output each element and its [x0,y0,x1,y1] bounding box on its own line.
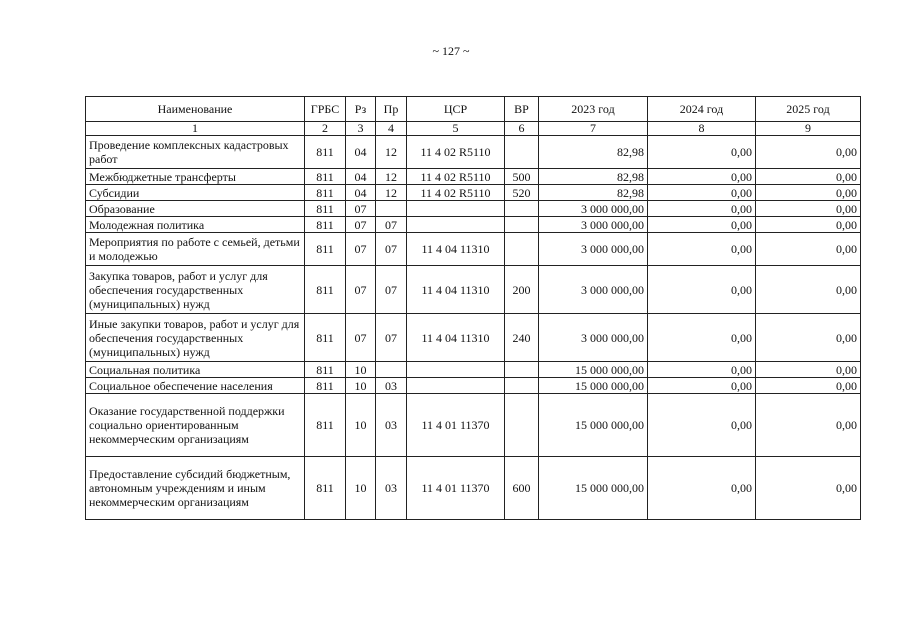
row-grbs-cell: 811 [305,314,346,362]
table-row [86,314,861,362]
row-2023-cell: 15 000 000,00 [539,362,648,378]
row-pr-cell: 07 [376,233,407,266]
row-csr-cell [407,362,505,378]
row-pr-cell: 07 [376,314,407,362]
row-rz-cell: 07 [346,217,376,233]
row-2025-cell: 0,00 [756,362,861,378]
row-2024-cell: 0,00 [648,201,756,217]
row-2023-cell: 82,98 [539,185,648,201]
row-2024-cell: 0,00 [648,185,756,201]
page-number: ~ 127 ~ [432,44,470,58]
budget-table [85,96,861,520]
row-grbs-cell: 811 [305,201,346,217]
table-row [86,378,861,394]
row-name-cell: Образование [86,201,305,217]
column-number: 2 [305,122,346,136]
header-2025: 2025 год [756,97,861,122]
table-row [86,201,861,217]
row-rz-cell: 10 [346,457,376,520]
row-2024-cell: 0,00 [648,217,756,233]
row-2023-cell: 15 000 000,00 [539,378,648,394]
column-number: 8 [648,122,756,136]
header-2023: 2023 год [539,97,648,122]
row-name-cell: Социальное обеспечение населения [86,378,305,394]
table-row [86,136,861,169]
row-grbs-cell: 811 [305,266,346,314]
row-name-cell: Иные закупки товаров, работ и услуг для обеспечения государственных (муниципальных) нужд [86,314,305,362]
header-rz: Рз [346,97,376,122]
row-vr-cell: 520 [505,185,539,201]
row-rz-cell: 07 [346,201,376,217]
table-row [86,233,861,266]
row-rz-cell: 04 [346,169,376,185]
header-csr: ЦСР [407,97,505,122]
row-pr-cell [376,201,407,217]
row-2024-cell: 0,00 [648,378,756,394]
row-2024-cell: 0,00 [648,233,756,266]
header-grbs: ГРБС [305,97,346,122]
row-name-cell: Оказание государственной поддержки социально ориентированным некоммерческим организациям [86,394,305,457]
row-rz-cell: 07 [346,233,376,266]
row-rz-cell: 04 [346,136,376,169]
table-row [86,457,861,520]
row-2023-cell: 3 000 000,00 [539,266,648,314]
row-vr-cell: 500 [505,169,539,185]
row-name-cell: Закупка товаров, работ и услуг для обеспечения государственных (муниципальных) нужд [86,266,305,314]
row-2023-cell: 3 000 000,00 [539,314,648,362]
table-row [86,185,861,201]
column-number: 7 [539,122,648,136]
column-number: 5 [407,122,505,136]
table-row [86,362,861,378]
row-pr-cell: 03 [376,457,407,520]
row-csr-cell: 11 4 02 R5110 [407,185,505,201]
column-number: 9 [756,122,861,136]
row-2024-cell: 0,00 [648,169,756,185]
row-2025-cell: 0,00 [756,378,861,394]
row-2023-cell: 3 000 000,00 [539,217,648,233]
header-name: Наименование [86,97,305,122]
row-grbs-cell: 811 [305,169,346,185]
row-rz-cell: 10 [346,378,376,394]
row-csr-cell: 11 4 01 11370 [407,457,505,520]
row-vr-cell [505,233,539,266]
row-2024-cell: 0,00 [648,457,756,520]
row-pr-cell: 12 [376,169,407,185]
row-csr-cell: 11 4 04 11310 [407,266,505,314]
row-grbs-cell: 811 [305,185,346,201]
row-grbs-cell: 811 [305,233,346,266]
table-row [86,217,861,233]
row-grbs-cell: 811 [305,394,346,457]
row-2024-cell: 0,00 [648,314,756,362]
row-csr-cell [407,378,505,394]
row-2025-cell: 0,00 [756,266,861,314]
row-vr-cell: 600 [505,457,539,520]
row-2023-cell: 3 000 000,00 [539,201,648,217]
row-csr-cell: 11 4 01 11370 [407,394,505,457]
row-rz-cell: 07 [346,266,376,314]
header-vr: ВР [505,97,539,122]
row-name-cell: Предоставление субсидий бюджетным, автономным учреждениям и иным некоммерческим организациям [86,457,305,520]
row-grbs-cell: 811 [305,362,346,378]
row-grbs-cell: 811 [305,136,346,169]
row-pr-cell: 03 [376,378,407,394]
row-2025-cell: 0,00 [756,394,861,457]
row-2025-cell: 0,00 [756,217,861,233]
row-name-cell: Мероприятия по работе с семьей, детьми и молодежью [86,233,305,266]
row-pr-cell: 07 [376,217,407,233]
row-rz-cell: 10 [346,362,376,378]
row-name-cell: Социальная политика [86,362,305,378]
row-2025-cell: 0,00 [756,457,861,520]
row-2023-cell: 15 000 000,00 [539,394,648,457]
row-csr-cell: 11 4 04 11310 [407,314,505,362]
row-name-cell: Субсидии [86,185,305,201]
column-number: 4 [376,122,407,136]
row-2024-cell: 0,00 [648,394,756,457]
row-csr-cell: 11 4 02 R5110 [407,136,505,169]
row-vr-cell: 240 [505,314,539,362]
row-pr-cell: 07 [376,266,407,314]
table-row [86,169,861,185]
row-vr-cell [505,201,539,217]
row-vr-cell [505,394,539,457]
row-vr-cell [505,362,539,378]
row-2025-cell: 0,00 [756,136,861,169]
row-vr-cell [505,378,539,394]
row-name-cell: Проведение комплексных кадастровых работ [86,136,305,169]
row-csr-cell [407,217,505,233]
row-2023-cell: 82,98 [539,136,648,169]
row-2024-cell: 0,00 [648,362,756,378]
row-2025-cell: 0,00 [756,233,861,266]
row-2025-cell: 0,00 [756,314,861,362]
row-2024-cell: 0,00 [648,266,756,314]
column-number: 1 [86,122,305,136]
column-number: 3 [346,122,376,136]
row-2023-cell: 15 000 000,00 [539,457,648,520]
row-2025-cell: 0,00 [756,185,861,201]
row-2024-cell: 0,00 [648,136,756,169]
row-name-cell: Молодежная политика [86,217,305,233]
column-number: 6 [505,122,539,136]
row-rz-cell: 07 [346,314,376,362]
row-csr-cell: 11 4 04 11310 [407,233,505,266]
row-csr-cell [407,201,505,217]
row-grbs-cell: 811 [305,378,346,394]
row-pr-cell [376,362,407,378]
row-grbs-cell: 811 [305,457,346,520]
row-2025-cell: 0,00 [756,169,861,185]
table-row [86,394,861,457]
row-vr-cell [505,217,539,233]
table-body [86,136,861,520]
column-number-row [86,122,861,136]
row-pr-cell: 03 [376,394,407,457]
row-vr-cell [505,136,539,169]
row-csr-cell: 11 4 02 R5110 [407,169,505,185]
row-rz-cell: 10 [346,394,376,457]
header-2024: 2024 год [648,97,756,122]
header-pr: Пр [376,97,407,122]
row-pr-cell: 12 [376,185,407,201]
row-vr-cell: 200 [505,266,539,314]
row-2023-cell: 82,98 [539,169,648,185]
row-name-cell: Межбюджетные трансферты [86,169,305,185]
row-grbs-cell: 811 [305,217,346,233]
header-row [86,97,861,122]
row-rz-cell: 04 [346,185,376,201]
row-2023-cell: 3 000 000,00 [539,233,648,266]
row-2025-cell: 0,00 [756,201,861,217]
row-pr-cell: 12 [376,136,407,169]
table-row [86,266,861,314]
